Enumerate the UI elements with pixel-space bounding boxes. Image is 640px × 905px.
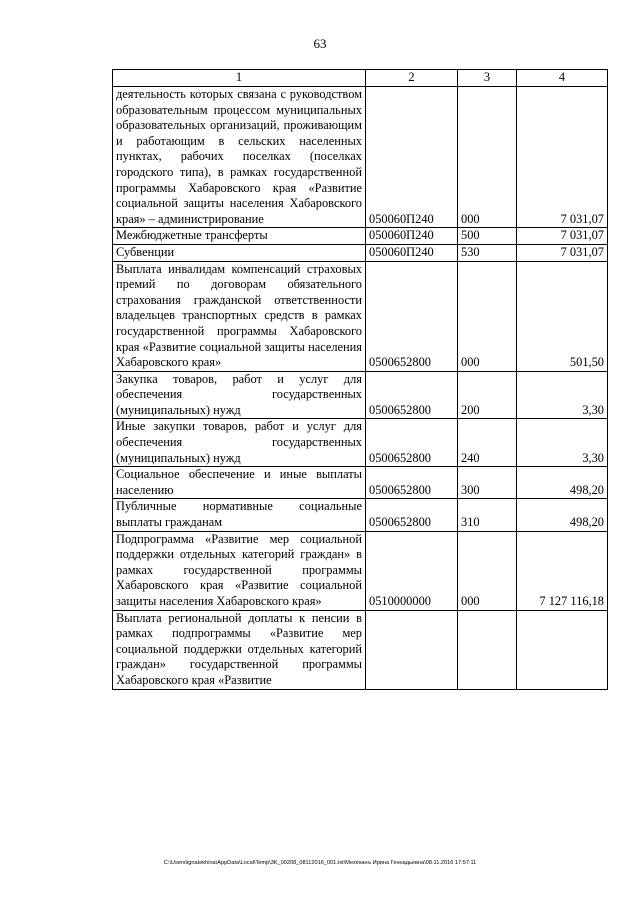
row-expense-type: 310: [458, 499, 517, 531]
row-amount: 3,30: [517, 371, 608, 419]
table-row: [113, 244, 608, 261]
row-amount: 7 031,07: [517, 228, 608, 245]
table-row: [113, 610, 608, 689]
table-row: [113, 228, 608, 245]
row-expense-type: 000: [458, 531, 517, 610]
row-name: Иные закупки товаров, работ и услуг для обеспечения государственных (муниципальных) нужд: [113, 419, 366, 467]
table-row: [113, 261, 608, 371]
row-name: Закупка товаров, работ и услуг для обеспечения государственных (муниципальных) нужд: [113, 371, 366, 419]
row-expense-type: 500: [458, 228, 517, 245]
row-target-code: 050060П240: [366, 228, 458, 245]
table-row: [113, 531, 608, 610]
row-name: Субвенции: [113, 244, 366, 261]
row-name: Публичные нормативные социальные выплаты гражданам: [113, 499, 366, 531]
table-row: [113, 499, 608, 531]
row-amount: 498,20: [517, 467, 608, 499]
row-amount: 7 031,07: [517, 87, 608, 228]
column-header-2: 2: [366, 70, 458, 87]
row-expense-type: 000: [458, 87, 517, 228]
table-row: [113, 419, 608, 467]
column-header-1: 1: [113, 70, 366, 87]
row-expense-type: [458, 610, 517, 689]
row-amount: 498,20: [517, 499, 608, 531]
page-number: 63: [313, 36, 327, 51]
row-amount: [517, 610, 608, 689]
row-amount: 3,30: [517, 419, 608, 467]
row-amount: 7 031,07: [517, 244, 608, 261]
row-amount: 501,50: [517, 261, 608, 371]
row-name: Выплата инвалидам компенсаций страховых премий по договорам обязательного страхования гражданской ответственности владельцев транспортных средств в рамках государственной программы Хабаровского края «Развитие социальной защиты населения Хабаровского края»: [113, 261, 366, 371]
row-amount: 7 127 116,18: [517, 531, 608, 610]
row-expense-type: 000: [458, 261, 517, 371]
row-name: Социальное обеспечение и иные выплаты населению: [113, 467, 366, 499]
row-expense-type: 530: [458, 244, 517, 261]
row-target-code: 0500652800: [366, 371, 458, 419]
table-row: [113, 87, 608, 228]
row-target-code: 050060П240: [366, 244, 458, 261]
file-path-footer: C:\Users\ignatekhina\AppData\Local\Temp\3K_00208_08112016_001.txt\Мехеханъ Ирина Геннадьевна\08.11.2016 17:57:11: [163, 860, 477, 866]
row-target-code: 0500652800: [366, 467, 458, 499]
row-target-code: [366, 610, 458, 689]
row-target-code: 0500652800: [366, 419, 458, 467]
column-header-4: 4: [517, 70, 608, 87]
row-name: деятельность которых связана с руководством образовательным процессом муниципальных образовательных организаций, проживающим и работающим в сельских населенных пунктах, рабочих поселках (поселках городского типа), в рамках государственной программы Хабаровского края «Развитие социальной защиты населения Хабаровского края» – администрирование: [113, 87, 366, 228]
table-row: [113, 371, 608, 419]
row-expense-type: 240: [458, 419, 517, 467]
table-row: [113, 467, 608, 499]
row-target-code: 0500652800: [366, 261, 458, 371]
row-target-code: 050060П240: [366, 87, 458, 228]
row-name: Выплата региональной доплаты к пенсии в рамках подпрограммы «Развитие мер социальной поддержки отдельных категорий граждан» государственной программы Хабаровского края «Развитие: [113, 610, 366, 689]
budget-table: [112, 69, 608, 690]
row-expense-type: 300: [458, 467, 517, 499]
row-target-code: 0500652800: [366, 499, 458, 531]
row-target-code: 0510000000: [366, 531, 458, 610]
table-header-row: [113, 70, 608, 87]
row-name: Подпрограмма «Развитие мер социальной поддержки отдельных категорий граждан» в рамках государственной программы Хабаровского края «Развитие социальной защиты населения Хабаровского края»: [113, 531, 366, 610]
row-expense-type: 200: [458, 371, 517, 419]
column-header-3: 3: [458, 70, 517, 87]
row-name: Межбюджетные трансферты: [113, 228, 366, 245]
